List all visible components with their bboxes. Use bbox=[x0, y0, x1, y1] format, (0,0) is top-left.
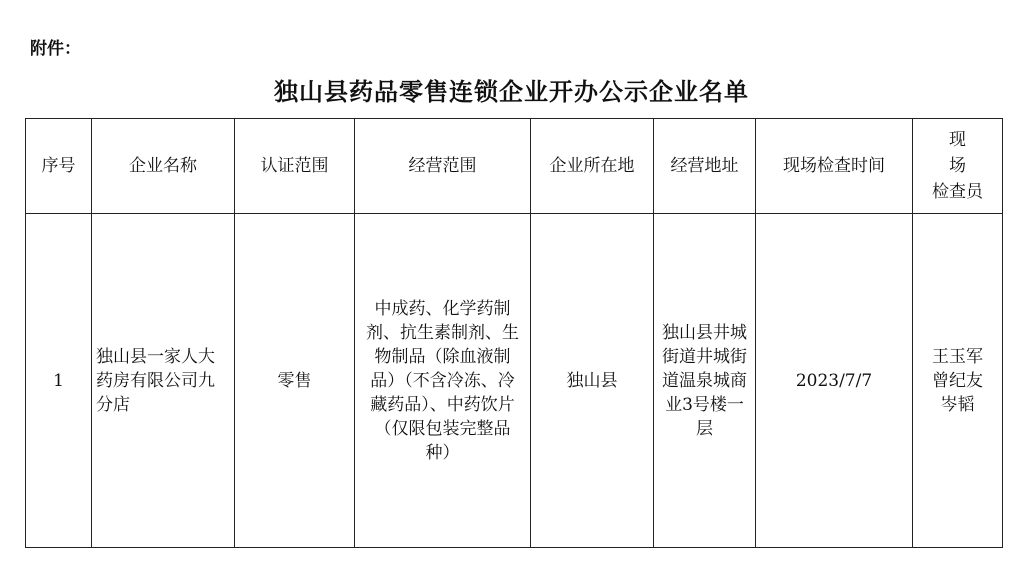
cell-location: 独山县 bbox=[531, 214, 654, 548]
cell-inspectors bbox=[913, 214, 1003, 548]
header-inspector-top: 现场 bbox=[949, 130, 988, 176]
cell-business-scope: 中成药、化学药制剂、抗生素制剂、生物制品（除血液制品）（不含冷冻、冷藏药品）、中药饮片（仅限包装完整品种） bbox=[355, 214, 531, 548]
inspector-name: 岑韬 bbox=[940, 394, 975, 415]
cell-address: 独山县井城街道井城街道温泉城商业3号楼一层 bbox=[654, 214, 756, 548]
document-title: 独山县药品零售连锁企业开办公示企业名单 bbox=[274, 78, 749, 106]
attachment-label: 附件： bbox=[30, 39, 81, 59]
header-business-scope: 经营范围 bbox=[355, 119, 531, 214]
header-cert-scope: 认证范围 bbox=[235, 119, 355, 214]
company-list-table bbox=[25, 118, 1003, 548]
header-index: 序号 bbox=[26, 119, 92, 214]
inspector-name: 王玉军 bbox=[932, 346, 983, 367]
inspector-name: 曾纪友 bbox=[932, 370, 983, 391]
table-row bbox=[26, 214, 1003, 548]
cell-company-name: 独山县一家人大药房有限公司九分店 bbox=[92, 214, 235, 548]
cell-inspection-time: 2023/7/7 bbox=[756, 214, 913, 548]
header-company-name: 企业名称 bbox=[92, 119, 235, 214]
header-inspector-bottom: 检查员 bbox=[932, 182, 983, 202]
header-inspection-time: 现场检查时间 bbox=[756, 119, 913, 214]
cell-index: 1 bbox=[26, 214, 92, 548]
header-location: 企业所在地 bbox=[531, 119, 654, 214]
header-inspector bbox=[913, 119, 1003, 214]
cell-cert-scope: 零售 bbox=[235, 214, 355, 548]
header-address: 经营地址 bbox=[654, 119, 756, 214]
header-row bbox=[26, 119, 1003, 214]
